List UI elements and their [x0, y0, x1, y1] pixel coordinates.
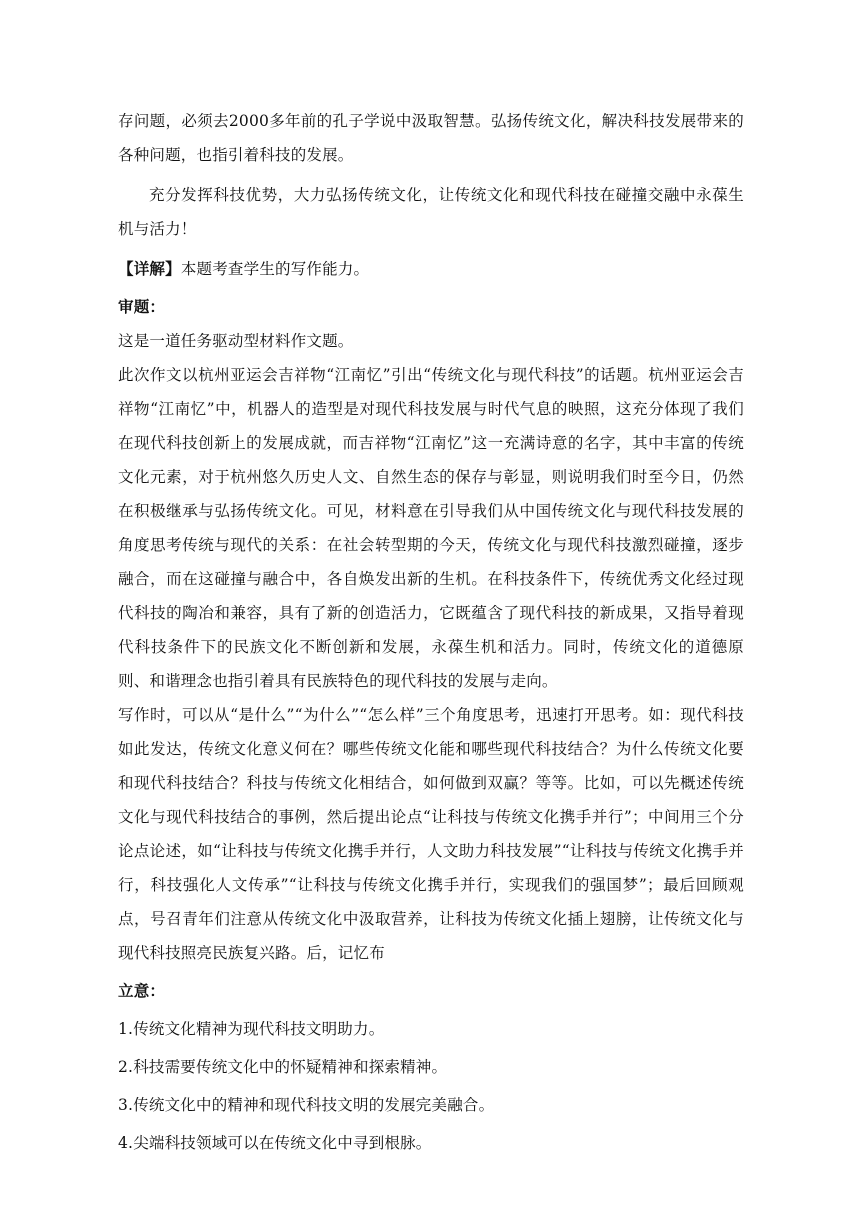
- idea-item-2: 2.科技需要传统文化中的怀疑精神和探索精神。: [118, 1058, 448, 1076]
- review-heading: 审题：: [118, 297, 166, 316]
- ideas-heading: 立意：: [118, 981, 166, 1000]
- idea-item-4: 4.尖端科技领域可以在传统文化中寻到根脉。: [118, 1134, 432, 1152]
- document-page: [118, 104, 744, 1160]
- detail-paragraph: [118, 252, 744, 286]
- review-paragraph-3: 写作时，可以从“是什么”“为什么”“怎么样”三个角度思考，迅速打开思考。如：现代科技如此发达，传统文化意义何在？哪些传统文化能和哪些现代科技结合？为什么传统文化要和现代科技结合？科技与传统文化相结合，如何做到双赢？等等。比如，可以先概述传统文化与现代科技结合的事例，然后提出论点“让科技与传统文化携手并行”；中间用三个分论点论述，如“让科技与传统文化携手并行，人文助力科技发展”“让科技与传统文化携手并行，科技强化人文传承”“让科技与传统文化携手并行，实现我们的强国梦”；最后回顾观点，号召青年们注意从传统文化中汲取营养，让科技为传统文化插上翅膀，让传统文化与现代科技照亮民族复兴路。后，记忆布: [118, 706, 744, 962]
- review-paragraph-1: 这是一道任务驱动型材料作文题。: [118, 332, 354, 350]
- intro-paragraph-2: 充分发挥科技优势，大力弘扬传统文化，让传统文化和现代科技在碰撞交融中永葆生机与活力！: [118, 186, 744, 238]
- detail-text: 本题考查学生的写作能力。: [180, 260, 370, 278]
- idea-item-3: 3.传统文化中的精神和现代科技文明的发展完美融合。: [118, 1096, 495, 1114]
- detail-label: 【详解】: [118, 259, 181, 278]
- review-paragraph-2: 此次作文以杭州亚运会吉祥物“江南忆”引出“传统文化与现代科技”的话题。杭州亚运会吉祥物“江南忆”中，机器人的造型是对现代科技发展与时代气息的映照，这充分体现了我们在现代科技创新上的发展成就，而吉祥物“江南忆”这一充满诗意的名字，其中丰富的传统文化元素，对于杭州悠久历史人文、自然生态的保存与彰显，则说明我们时至今日，仍然在积极继承与弘扬传统文化。可见，材料意在引导我们从中国传统文化与现代科技发展的角度思考传统与现代的关系：在社会转型期的今天，传统文化与现代科技激烈碰撞，逐步融合，而在这碰撞与融合中，各自焕发出新的生机。在科技条件下，传统优秀文化经过现代科技的陶冶和兼容，具有了新的创造活力，它既蕴含了现代科技的新成果，又指导着现代科技条件下的民族文化不断创新和发展，永葆生机和活力。同时，传统文化的道德原则、和谐理念也指引着具有民族特色的现代科技的发展与走向。: [118, 366, 744, 690]
- intro-paragraph-1: 存问题，必须去2000多年前的孔子学说中汲取智慧。弘扬传统文化，解决科技发展带来的各种问题，也指引着科技的发展。: [118, 112, 744, 164]
- idea-item-1: 1.传统文化精神为现代科技文明助力。: [118, 1020, 385, 1038]
